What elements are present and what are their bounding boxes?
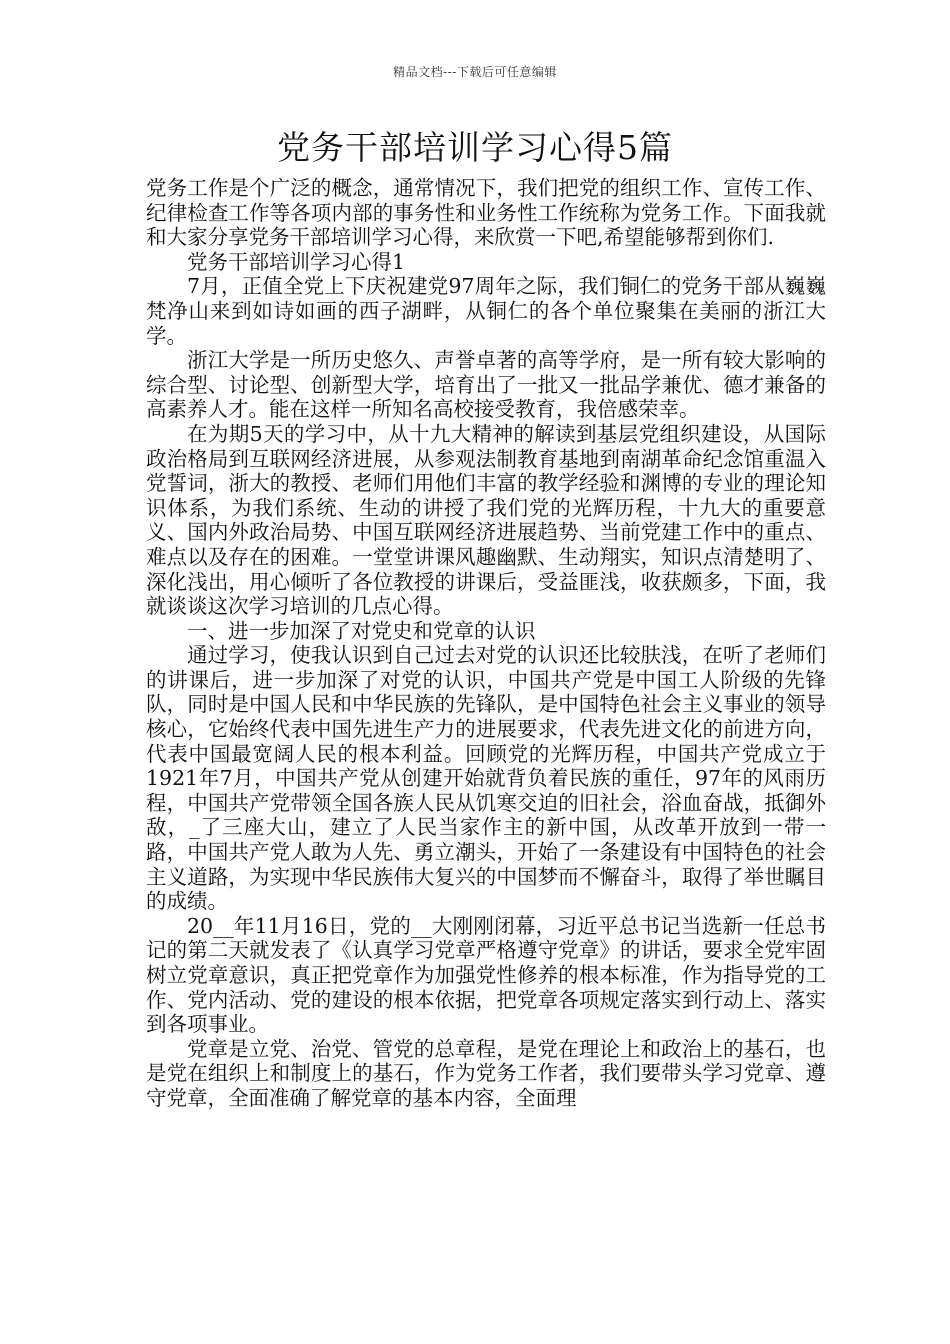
body-paragraph: 浙江大学是一所历史悠久、声誉卓著的高等学府，是一所有较大影响的综合型、讨论型、创新型大学，培育出了一批又一批品学兼优、德才兼备的高素养人才。能在这样一所知名高校接受教育，我倍感荣幸。 (146, 348, 826, 422)
body-paragraph: 党章是立党、治党、管党的总章程，是党在理论上和政治上的基石，也是党在组织上和制度上的基石，作为党务工作者，我们要带头学习党章、遵守党章，全面准确了解党章的基本内容，全面理 (146, 1036, 826, 1110)
intro-paragraph: 党务工作是个广泛的概念，通常情况下，我们把党的组织工作、宣传工作、纪律检查工作等各项内部的事务性和业务性工作统称为党务工作。下面我就和大家分享党务干部培训学习心得，来欣赏一下吧,希望能够帮到你们. (146, 176, 826, 250)
section-heading: 党务干部培训学习心得1 (187, 249, 406, 274)
body-paragraph: 在为期5天的学习中，从十九大精神的解读到基层党组织建设，从国际政治格局到互联网经济进展，从参观法制教育基地到南湖革命纪念馆重温入党誓词，浙大的教授、老师们用他们丰富的教学经验和渊博的专业的理论知识体系，为我们系统、生动的讲授了我们党的光辉历程，十九大的重要意义、国内外政治局势、中国互联网经济进展趋势、当前党建工作中的重点、难点以及存在的困难。一堂堂讲课风趣幽默、生动翔实，知识点清楚明了、深化浅出，用心倾听了各位教授的讲课后，受益匪浅，收获颇多，下面，我就谈谈这次学习培训的几点心得。 (146, 421, 826, 619)
body-paragraph: 20__年11月16日，党的__大刚刚闭幕，习近平总书记当选新一任总书记的第二天就发表了《认真学习党章严格遵守党章》的讲话，要求全党牢固树立党章意识，真正把党章作为加强党性修养的根本标准，作为指导党的工作、党内活动、党的建设的根本依据，把党章各项规定落实到行动上、落实到各项事业。 (146, 913, 826, 1037)
document-body (146, 176, 826, 1111)
subsection-heading: 一、进一步加深了对党史和党章的认识 (187, 618, 536, 643)
document-title: 党务干部培训学习心得5篇 (277, 128, 673, 167)
body-paragraph: 7月，正值全党上下庆祝建党97周年之际，我们铜仁的党务干部从巍巍梵净山来到如诗如画的西子湖畔，从铜仁的各个单位聚集在美丽的浙江大学。 (146, 274, 826, 348)
body-paragraph: 通过学习，使我认识到自己过去对党的认识还比较肤浅，在听了老师们的讲课后，进一步加深了对党的认识，中国共产党是中国工人阶级的先锋队，同时是中国人民和中华民族的先锋队，是中国特色社会主义事业的领导核心，它始终代表中国先进生产力的进展要求，代表先进文化的前进方向，代表中国最宽阔人民的根本利益。回顾党的光辉历程，中国共产党成立于1921年7月，中国共产党从创建开始就背负着民族的重任，97年的风雨历程，中国共产党带领全国各族人民从饥寒交迫的旧社会，浴血奋战，抵御外敌，_了三座大山，建立了人民当家作主的新中国，从改革开放到一带一路，中国共产党人敢为人先、勇立潮头，开始了一条建设有中国特色的社会主义道路，为实现中华民族伟大复兴的中国梦而不懈奋斗，取得了举世瞩目的成绩。 (146, 643, 826, 914)
header-watermark: 精品文档---下载后可任意编辑 (393, 65, 557, 79)
